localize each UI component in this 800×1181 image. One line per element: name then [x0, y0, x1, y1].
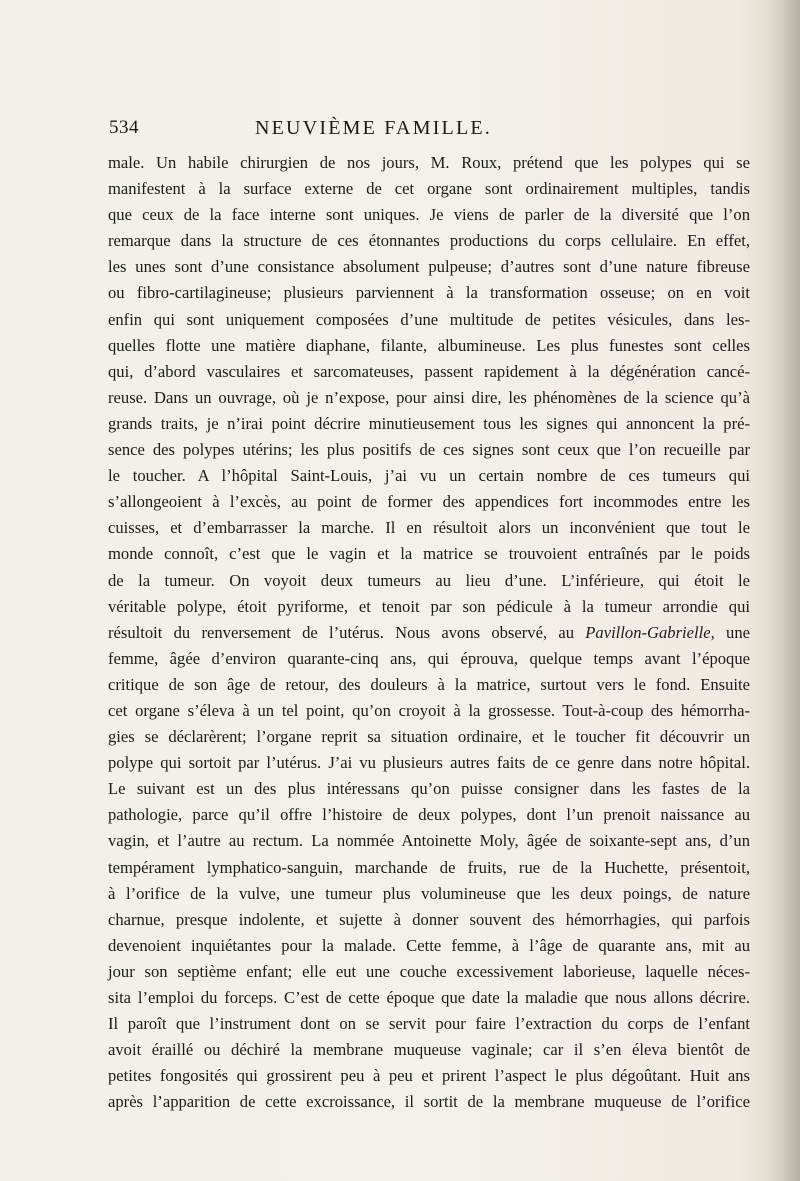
text-line: cet organe s’éleva à un tel point, qu’on croyoit à la grossesse. Tout-à-coup des hémorrha-: [108, 700, 750, 720]
text-line: monde connoît, c’est que le vagin et la matrice se trouvoient entraînés par le poids: [108, 544, 750, 564]
text-line: Il paroît que l’instrument dont on se servit pour faire l’extraction du corps de l’enfant: [108, 1014, 750, 1034]
text-line: de la tumeur. On voyoit deux tumeurs au lieu d’une. L’inférieure, qui étoit le: [108, 570, 750, 590]
text-line-prefix: résultoit du renversement de l’utérus. Nous avons observé, au: [108, 622, 575, 642]
running-head: NEUVIÈME FAMILLE.: [255, 117, 492, 139]
text-line: remarque dans la structure de ces étonnantes productions du corps cellulaire. En effet,: [108, 231, 750, 251]
text-line: quelles flotte une matière diaphane, filante, albumineuse. Les plus funestes sont celles: [108, 335, 750, 355]
text-line: polype qui sortoit par l’utérus. J’ai vu plusieurs autres faits de ce genre dans notre hôpital.: [108, 753, 750, 773]
text-line: que ceux de la face interne sont uniques. Je viens de parler de la diversité que l’on: [108, 205, 750, 225]
text-line: sita l’emploi du forceps. C’est de cette époque que date la maladie que nous allons décrire.: [108, 988, 750, 1007]
text-line: sence des polypes utérins; les plus positifs de ces signes sont ceux que l’on recueille par: [108, 440, 750, 460]
body-text: [108, 150, 750, 1115]
text-line: jour son septième enfant; elle eut une couche excessivement laborieuse, laquelle néces-: [108, 961, 750, 981]
text-line: reuse. Dans un ouvrage, où je n’expose, pour ainsi dire, les phénomènes de la science qu’à: [108, 387, 750, 407]
text-line: les unes sont d’une consistance absolument pulpeuse; d’autres sont d’une nature fibreuse: [108, 257, 750, 277]
text-line-suffix: , une: [710, 622, 750, 642]
page-header: [109, 117, 749, 143]
text-line: pathologie, parce qu’il offre l’histoire de deux polypes, dont l’un prenoit naissance au: [108, 805, 750, 825]
text-line: vagin, et l’autre au rectum. La nommée Antoinette Moly, âgée de soixante-sept ans, d’un: [108, 831, 750, 851]
text-line: grands traits, je n’irai point décrire minutieusement tous les signes qui annoncent la pré-: [108, 413, 750, 433]
text-line: gies se déclarèrent; l’organe reprit sa situation ordinaire, et le toucher fit découvrir un: [108, 727, 750, 747]
text-line: enfin qui sont uniquement composées d’une multitude de petites vésicules, dans les-: [108, 309, 750, 329]
text-line-with-italic-reference: [108, 620, 750, 646]
italic-reference: Pavillon-Gabrielle: [585, 622, 711, 642]
text-line: ou fibro-cartilagineuse; plusieurs parviennent à la transformation osseuse; on en voit: [108, 283, 750, 303]
text-line: après l’apparition de cette excroissance, il sortit de la membrane muqueuse de l’orifice: [108, 1092, 750, 1112]
text-line: véritable polype, étoit pyriforme, et tenoit par son pédicule à la tumeur arrondie qui: [108, 596, 750, 616]
text-line: avoit éraillé ou déchiré la membrane muqueuse vaginale; car il s’en éleva bientôt de: [108, 1040, 750, 1060]
text-line: cuisses, et d’embarrasser la marche. Il en résultoit alors un inconvénient que tout le: [108, 518, 750, 538]
text-line: à l’orifice de la vulve, une tumeur plus volumineuse que les deux poings, de nature: [108, 883, 750, 903]
text-line: le toucher. A l’hôpital Saint-Louis, j’ai vu un certain nombre de ces tumeurs qui: [108, 466, 750, 486]
text-line: critique de son âge de retour, des douleurs à la matrice, surtout vers le fond. Ensuite: [108, 674, 750, 694]
page-edge-shadow: [766, 0, 800, 1181]
text-line: tempérament lymphatico-sanguin, marchande de fruits, rue de la Huchette, présentoit,: [108, 857, 750, 877]
text-line: devenoient inquiétantes pour la malade. Cette femme, à l’âge de quarante ans, mit au: [108, 935, 750, 955]
text-line: qui, d’abord vasculaires et sarcomateuses, passent rapidement à la dégénération cancé-: [108, 361, 750, 381]
text-line: Le suivant est un des plus intéressans qu’on puisse consigner dans les fastes de la: [108, 779, 750, 799]
text-line: s’allongeoient à l’excès, au point de former des appendices fort incommodes entre les: [108, 492, 750, 512]
text-line: petites fongosités qui grossirent peu à peu et prirent l’aspect le plus dégoûtant. Huit ans: [108, 1066, 750, 1086]
text-line: manifestent à la surface externe de cet organe sont ordinairement multiples, tandis: [108, 179, 750, 199]
text-line: male. Un habile chirurgien de nos jours, M. Roux, prétend que les polypes qui se: [108, 153, 750, 172]
text-line: femme, âgée d’environ quarante-cinq ans, qui éprouva, quelque temps avant l’époque: [108, 648, 750, 668]
page-number: 534: [109, 117, 139, 138]
text-line: charnue, presque indolente, et sujette à donner souvent des hémorrhagies, qui parfois: [108, 909, 750, 929]
